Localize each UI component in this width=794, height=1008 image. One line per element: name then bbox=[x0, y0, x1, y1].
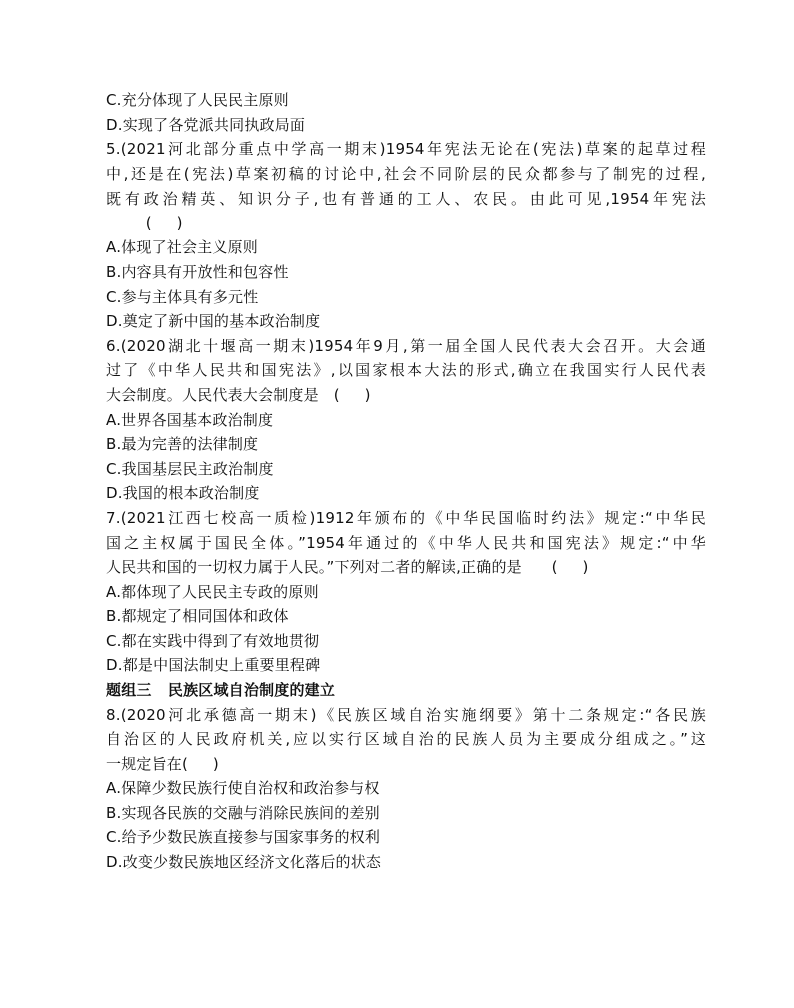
q7-option-a: A.都体现了人民民主专政的原则 bbox=[106, 583, 319, 601]
q4-option-d: D.实现了各党派共同执政局面 bbox=[106, 116, 306, 134]
q6-option-c: C.我国基层民主政治制度 bbox=[106, 460, 274, 478]
q5-stem-line-3: 既有政治精英、知识分子,也有普通的工人、农民。由此可见,1954年宪法 bbox=[106, 190, 706, 208]
q5-option-b: B.内容具有开放性和包容性 bbox=[106, 263, 289, 281]
q6-option-b: B.最为完善的法律制度 bbox=[106, 435, 259, 453]
q5-stem-line-2: 中,还是在(宪法)草案初稿的讨论中,社会不同阶层的民众都参与了制宪的过程, bbox=[106, 165, 706, 183]
section-heading: 题组三 民族区域自治制度的建立 bbox=[106, 681, 336, 699]
q6-option-d: D.我国的根本政治制度 bbox=[106, 484, 260, 502]
q8-option-c: C.给予少数民族直接参与国家事务的权利 bbox=[106, 828, 381, 846]
q6-stem-line-2: 过了《中华人民共和国宪法》,以国家根本大法的形式,确立在我国实行人民代表 bbox=[106, 361, 706, 379]
q8-option-b: B.实现各民族的交融与消除民族间的差别 bbox=[106, 804, 380, 822]
q6-stem-line-1: 6.(2020湖北十堰高一期末)1954年9月,第一届全国人民代表大会召开。大会通 bbox=[106, 337, 706, 355]
q5-option-c: C.参与主体具有多元性 bbox=[106, 288, 259, 306]
q5-option-d: D.奠定了新中国的基本政治制度 bbox=[106, 312, 321, 330]
q5-stem-line-1: 5.(2021河北部分重点中学高一期末)1954年宪法无论在(宪法)草案的起草过程 bbox=[106, 140, 706, 158]
q7-stem-line-2: 国之主权属于国民全体。”1954年通过的《中华人民共和国宪法》规定:“中华 bbox=[106, 534, 706, 552]
q4-option-c: C.充分体现了人民民主原则 bbox=[106, 91, 289, 109]
q8-option-a: A.保障少数民族行使自治权和政治参与权 bbox=[106, 779, 380, 797]
q7-option-c: C.都在实践中得到了有效地贯彻 bbox=[106, 632, 320, 650]
q7-option-b: B.都规定了相同国体和政体 bbox=[106, 607, 289, 625]
q6-option-a: A.世界各国基本政治制度 bbox=[106, 411, 274, 429]
q8-stem-line-1: 8.(2020河北承德高一期末)《民族区域自治实施纲要》第十二条规定:“各民族 bbox=[106, 706, 706, 724]
q7-stem-line-1: 7.(2021江西七校高一质检)1912年颁布的《中华民国临时约法》规定:“中华民 bbox=[106, 509, 706, 527]
q8-option-d: D.改变少数民族地区经济文化落后的状态 bbox=[106, 853, 382, 871]
q7-option-d: D.都是中国法制史上重要里程碑 bbox=[106, 656, 321, 674]
q6-stem-line-3: 大会制度。人民代表大会制度是 ( ) bbox=[106, 386, 371, 404]
q8-stem-line-3: 一规定旨在( ) bbox=[106, 755, 219, 773]
q8-stem-line-2: 自治区的人民政府机关,应以实行区域自治的民族人员为主要成分组成之。”这 bbox=[106, 730, 706, 748]
q5-option-a: A.体现了社会主义原则 bbox=[106, 238, 258, 256]
q5-answer-blank: ( ) bbox=[106, 214, 183, 232]
q7-stem-line-3: 人民共和国的一切权力属于人民。”下列对二者的解读,正确的是 ( ) bbox=[106, 558, 589, 576]
